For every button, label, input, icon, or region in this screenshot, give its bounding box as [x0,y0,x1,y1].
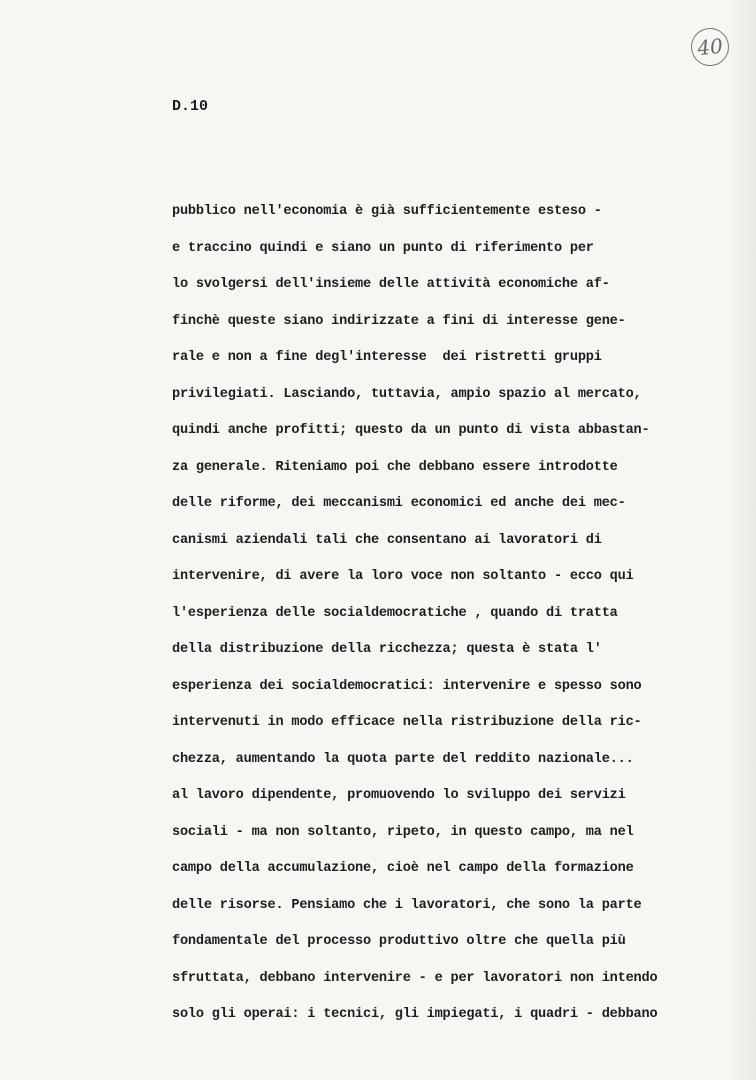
text-line: chezza, aumentando la quota parte del reddito nazionale... [172,751,634,767]
text-line: quindi anche profitti; questo da un punto di vista abbastan- [172,423,650,438]
text-line: intervenuti in modo efficace nella ristribuzione della ric- [172,715,642,730]
text-line: delle risorse. Pensiamo che i lavoratori, che sono la parte [172,897,642,913]
typewritten-body [172,202,752,1042]
text-line: solo gli operai: i tecnici, gli impiegati, i quadri - debbano [172,1007,658,1022]
page-number-stamp: 40 [689,26,731,68]
text-line: l'esperienza delle socialdemocratiche , quando di tratta [172,605,618,621]
document-code: D.10 [172,98,209,115]
text-line: privilegiati. Lasciando, tuttavia, ampio spazio al mercato, [172,386,642,402]
text-line: fondamentale del processo produttivo oltre che quella più [172,934,626,949]
text-line: canismi aziendali tali che consentano ai lavoratori di [172,532,602,548]
text-line: al lavoro dipendente, promuovendo lo sviluppo dei servizi [172,788,626,803]
text-line: lo svolgersi dell'insieme delle attività economiche af- [172,277,610,292]
text-line: esperienza dei socialdemocratici: intervenire e spesso sono [172,678,642,694]
text-line: za generale. Riteniamo poi che debbano essere introdotte [172,459,618,475]
text-line: finchè queste siano indirizzate a fini di interesse gene- [172,313,626,329]
text-line: pubblico nell'economia è già sufficientemente esteso - [172,204,602,219]
text-line: intervenire, di avere la loro voce non soltanto - ecco qui [172,569,634,584]
text-line: e traccino quindi e siano un punto di riferimento per [172,240,594,256]
text-line: sociali - ma non soltanto, ripeto, in questo campo, ma nel [172,824,634,840]
text-line: della distribuzione della ricchezza; questa è stata l' [172,642,602,657]
text-line: delle riforme, dei meccanismi economici ed anche dei mec- [172,496,626,511]
text-line: campo della accumulazione, cioè nel campo della formazione [172,861,634,876]
text-line: rale e non a fine degl'interesse dei ristretti gruppi [172,350,602,365]
text-line: sfruttata, debbano intervenire - e per lavoratori non intendo [172,970,658,986]
